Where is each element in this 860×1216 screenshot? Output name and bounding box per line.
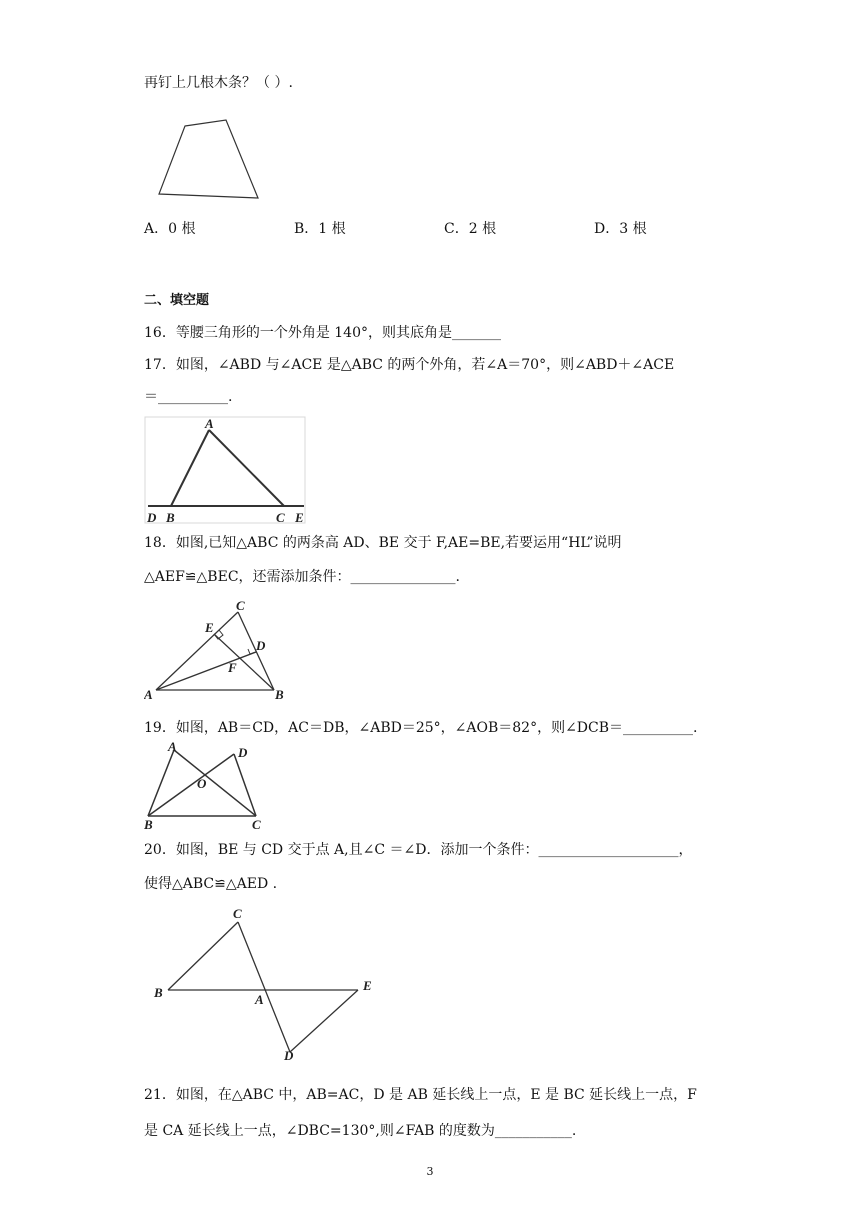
q19-label-o: O <box>197 776 207 791</box>
q18-label-e: E <box>205 620 214 635</box>
page-number: 3 <box>426 1165 434 1178</box>
q16-text: 16．等腰三角形的一个外角是 140°，则其底角是_______ <box>144 325 501 341</box>
q19-label-a: A <box>168 740 177 754</box>
q17-label-c: C <box>276 510 285 525</box>
q19-label-c: C <box>252 817 261 830</box>
q21-line1: 21．如图，在△ABC 中，AB=AC，D 是 AB 延长线上一点，E 是 BC 延长线上一点，F <box>144 1087 697 1103</box>
quadrilateral-figure <box>150 118 270 208</box>
q17-line1: 17．如图，∠ABD 与∠ACE 是△ABC 的两个外角，若∠A＝70°，则∠ABD＋∠ACE <box>144 357 675 373</box>
q20-label-b: B <box>154 985 163 1000</box>
q17-label-a: A <box>205 416 214 431</box>
q18-label-b: B <box>275 687 284 702</box>
q19-label-d: D <box>238 745 248 760</box>
q20-label-a: A <box>255 992 264 1007</box>
q20-label-c: C <box>233 906 242 921</box>
q18-label-c: C <box>236 598 245 613</box>
option-b: B．1 根 <box>294 221 346 237</box>
q18-label-d: D <box>256 638 266 653</box>
q20-line1: 20．如图，BE 与 CD 交于点 A,且∠C ＝∠D．添加一个条件：____________________， <box>144 842 693 858</box>
q20-label-e: E <box>363 978 372 993</box>
q21-line2: 是 CA 延长线上一点，∠DBC=130°,则∠FAB 的度数为___________. <box>144 1123 577 1139</box>
q20-label-d: D <box>284 1048 294 1060</box>
section-title: 二、填空题 <box>144 293 210 308</box>
q20-line2: 使得△ABC≌△AED . <box>144 876 278 892</box>
q19-figure <box>144 740 268 830</box>
option-c: C．2 根 <box>444 221 497 237</box>
q15-tail: 再钉上几根木条？（ ）. <box>144 75 293 91</box>
q17-label-e: E <box>295 510 304 525</box>
option-d: D．3 根 <box>594 221 647 237</box>
q17-figure <box>144 416 308 526</box>
q18-line2: △AEF≌△BEC，还需添加条件：_______________. <box>144 569 460 585</box>
q18-line1: 18．如图,已知△ABC 的两条高 AD、BE 交于 F,AE=BE,若要运用“HL”说明 <box>144 535 622 551</box>
q17-label-d: D <box>147 510 157 525</box>
q17-label-b: B <box>166 510 175 525</box>
q19-label-b: B <box>144 817 153 830</box>
q18-label-f: F <box>228 660 237 675</box>
q18-figure <box>144 598 288 702</box>
option-a: A．0 根 <box>144 221 196 237</box>
q19-text: 19．如图，AB＝CD，AC＝DB，∠ABD＝25°，∠AOB＝82°，则∠DCB＝__________. <box>144 720 698 736</box>
q18-label-a: A <box>144 687 153 702</box>
q17-line2: ＝__________. <box>144 389 233 405</box>
q20-figure <box>144 900 384 1060</box>
